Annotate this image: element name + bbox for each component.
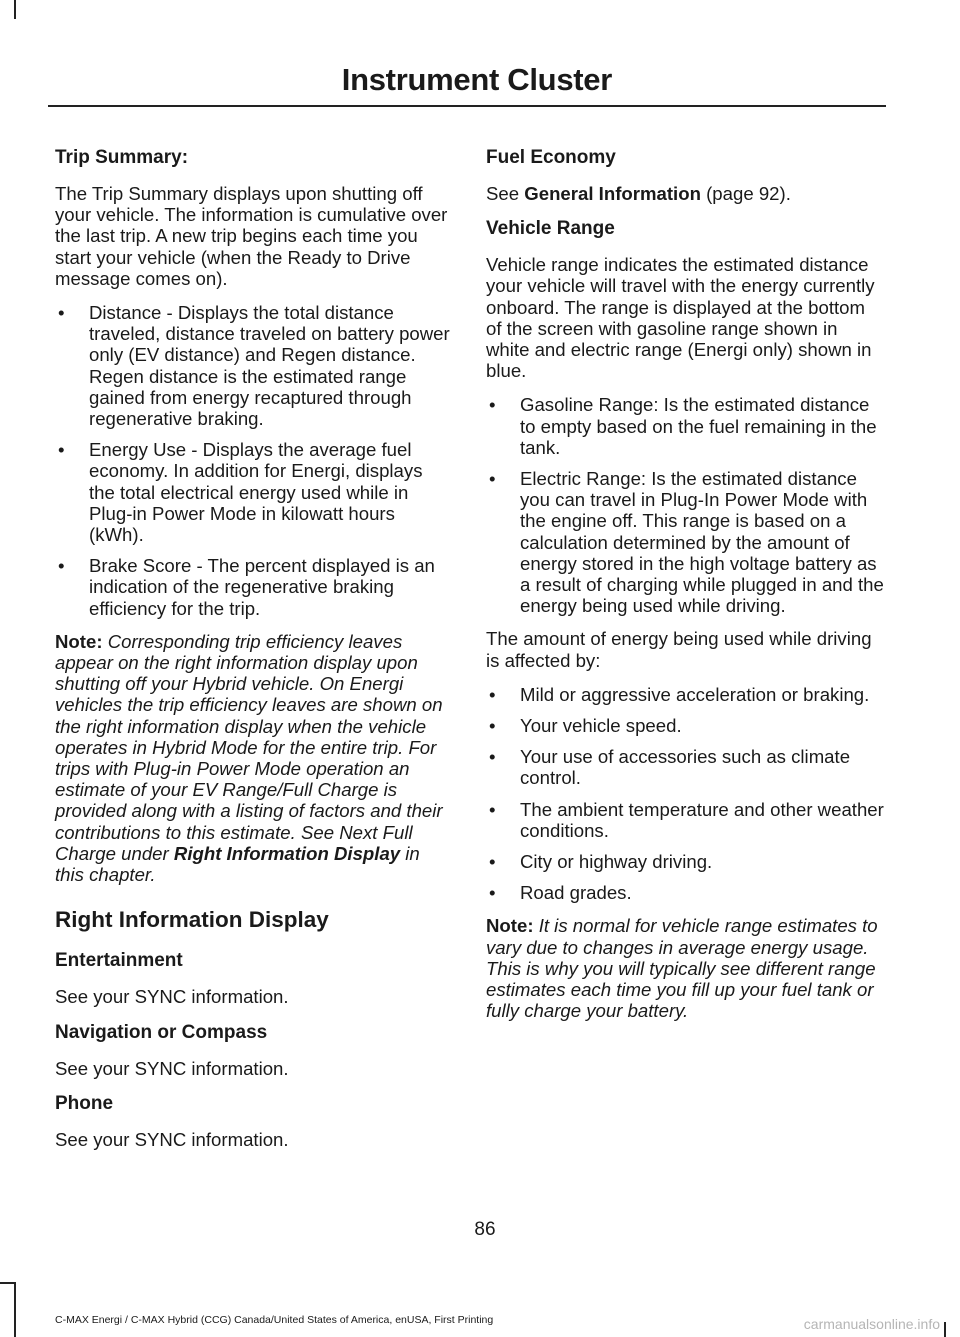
vehicle-range-intro: Vehicle range indicates the estimated distance your vehicle will travel with the energy currently onboard. The range is displayed at the bottom of the screen with gasoline range shown in white and electric range (Energi only) shown in blue. bbox=[486, 254, 875, 382]
list-item: • Road grades. bbox=[486, 882, 884, 903]
list-item: • Distance - Displays the total distance traveled, distance traveled on battery power only (EV distance) and Regen distance. Regen distance is the estimated range gained from energy recaptured through regenerative braking. bbox=[55, 302, 453, 429]
phone-heading: Phone bbox=[55, 1092, 114, 1114]
energy-factors-list bbox=[486, 684, 884, 904]
navigation-compass-text: See your SYNC information. bbox=[55, 1057, 289, 1079]
trip-summary-note bbox=[55, 631, 453, 885]
note-label: Note: bbox=[55, 630, 103, 652]
header-divider bbox=[48, 105, 886, 107]
crop-mark-top-left bbox=[14, 0, 16, 19]
list-item: • Electric Range: Is the estimated distance you can travel in Plug-In Power Mode with the engine off. This range is based on a calculation determined by the amount of energy stored in the high voltage battery as a result of charging while plugged in and the energy being used while driving. bbox=[486, 468, 884, 616]
list-item: • Your use of accessories such as climate control. bbox=[486, 746, 884, 788]
right-column bbox=[486, 146, 884, 1035]
left-column bbox=[55, 146, 453, 1163]
trip-summary-list bbox=[55, 302, 453, 619]
fuel-economy-heading: Fuel Economy bbox=[486, 147, 616, 168]
list-item: • City or highway driving. bbox=[486, 851, 884, 872]
note-label: Note: bbox=[486, 915, 534, 937]
list-item: • Energy Use - Displays the average fuel economy. In addition for Energi, displays the total electrical energy used while in Plug-in Power Mode in kilowatt hours (kWh). bbox=[55, 439, 453, 545]
crop-mark-bottom-left-vertical bbox=[14, 1282, 16, 1337]
note-text: It is normal for vehicle range estimates to vary due to changes in average energy usage. This is why you will typically see different range estimates each time you fill up your fuel tank or fully charge your battery. bbox=[486, 915, 878, 1022]
general-information-link[interactable]: General Information bbox=[524, 183, 701, 204]
vehicle-range-note bbox=[486, 915, 884, 1021]
note-tail: in this chapter. bbox=[55, 842, 420, 886]
footer-text: C-MAX Energi / C-MAX Hybrid (CCG) Canada/United States of America, enUSA, First Printing bbox=[55, 1314, 494, 1326]
page-reference: (page 92). bbox=[706, 183, 791, 204]
range-types-list bbox=[486, 394, 884, 616]
page-number: 86 bbox=[474, 1219, 496, 1240]
list-item: • Mild or aggressive acceleration or braking. bbox=[486, 684, 884, 705]
page-header-title: Instrument Cluster bbox=[341, 62, 612, 97]
entertainment-heading: Entertainment bbox=[55, 950, 183, 972]
watermark: carmanualsonline.info bbox=[803, 1316, 940, 1332]
list-item: • The ambient temperature and other weather conditions. bbox=[486, 799, 884, 841]
energy-factors-intro: The amount of energy being used while driving is affected by: bbox=[486, 628, 872, 671]
navigation-compass-heading: Navigation or Compass bbox=[55, 1021, 268, 1043]
list-item: • Your vehicle speed. bbox=[486, 715, 884, 736]
note-text: Corresponding trip efficiency leaves appear on the right information display upon shutting off your Hybrid vehicle. On Energi vehicles the trip efficiency leaves are shown on the right information display when the vehicle operates in Hybrid Mode for the entire trip. For trips with Plug-in Power Mode operation an estimate of your EV Range/Full Charge is provided along with a listing of factors and their contributions to this estimate. See Next Full Charge under bbox=[55, 630, 443, 864]
entertainment-text: See your SYNC information. bbox=[55, 986, 289, 1008]
see-text: See bbox=[486, 183, 520, 204]
trip-summary-heading: Trip Summary: bbox=[55, 147, 189, 168]
list-item: • Brake Score - The percent displayed is an indication of the regenerative braking efficiency for the trip. bbox=[55, 555, 453, 619]
right-information-display-heading: Right Information Display bbox=[55, 907, 329, 933]
note-reference-link[interactable]: Right Information Display bbox=[173, 842, 401, 864]
list-item: • Gasoline Range: Is the estimated distance to empty based on the fuel remaining in the tank. bbox=[486, 394, 884, 458]
trip-summary-intro: The Trip Summary displays upon shutting off your vehicle. The information is cumulative over the last trip. A new trip begins each time you start your vehicle (when the Ready to Drive message comes on). bbox=[55, 183, 448, 289]
phone-text: See your SYNC information. bbox=[55, 1128, 289, 1150]
fuel-economy-reference bbox=[486, 183, 884, 204]
crop-mark-bottom-right bbox=[944, 1322, 946, 1337]
vehicle-range-heading: Vehicle Range bbox=[486, 218, 615, 240]
crop-mark-bottom-left-horizontal bbox=[0, 1282, 16, 1284]
